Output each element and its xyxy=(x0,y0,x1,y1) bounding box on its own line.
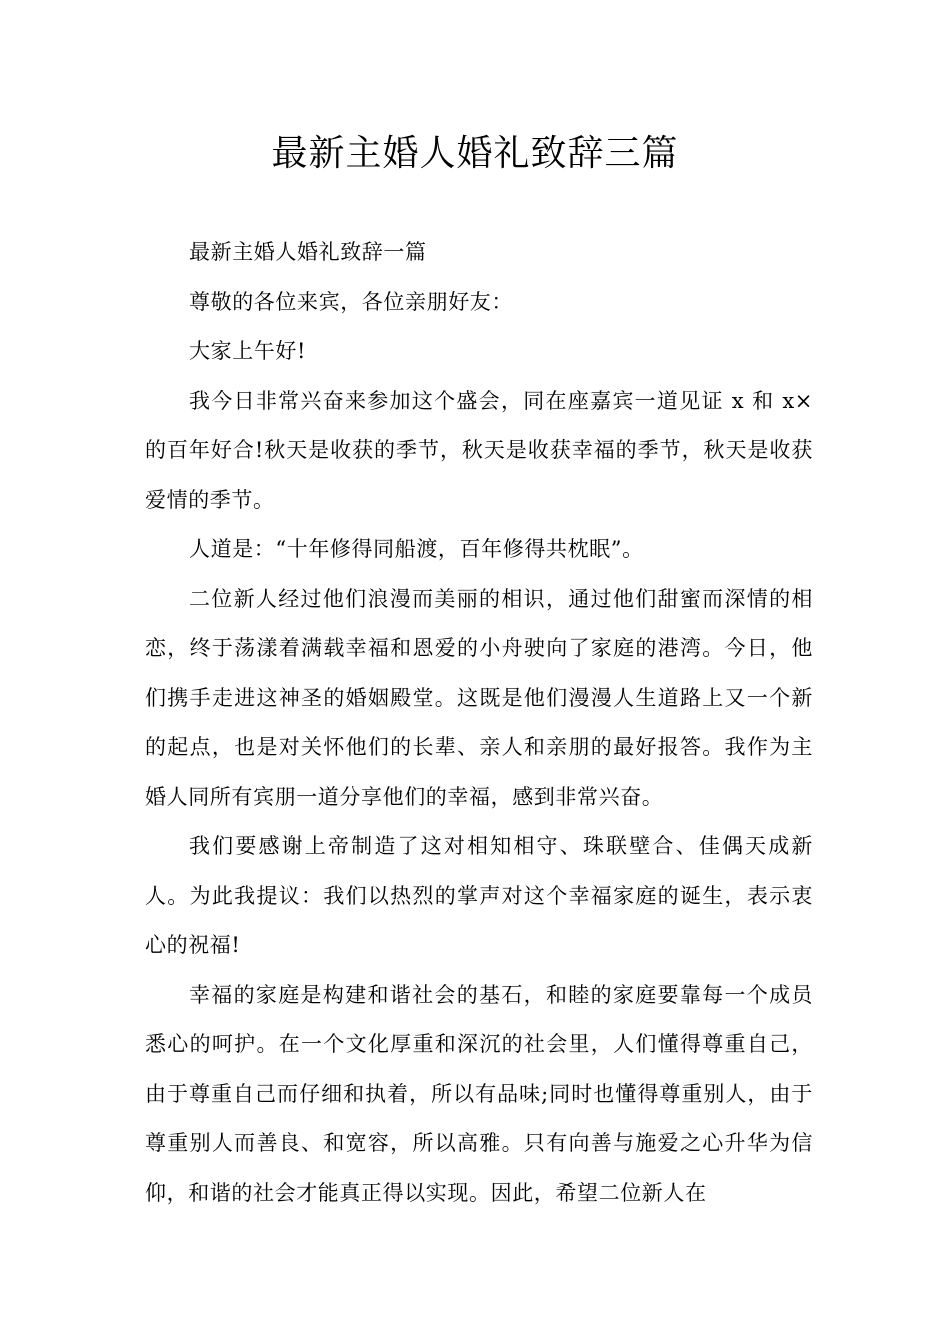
paragraph-subtitle: 最新主婚人婚礼致辞一篇 xyxy=(189,240,427,264)
document-title: 最新主婚人婚礼致辞三篇 xyxy=(271,133,679,174)
document-body xyxy=(145,228,813,1218)
paragraph: 二位新人经过他们浪漫而美丽的相识，通过他们甜蜜而深情的相恋，终于荡漾着满载幸福和恩爱的小舟驶向了家庭的港湾。今日，他们携手走进这神圣的婚姻殿堂。这既是他们漫漫人生道路上又一个新的起点，也是对关怀他们的长辈、亲人和亲朋的最好报答。我作为主婚人同所有宾朋一道分享他们的幸福，感到非常兴奋。 xyxy=(145,586,813,809)
paragraph: 我们要感谢上帝制造了这对相知相守、珠联壁合、佳偶天成新人。为此我提议：我们以热烈的掌声对这个幸福家庭的诞生，表示衷心的祝福! xyxy=(145,834,813,957)
paragraph: 我今日非常兴奋来参加这个盛会，同在座嘉宾一道见证 x 和 x×的百年好合!秋天是收获的季节，秋天是收获幸福的季节，秋天是收获爱情的季节。 xyxy=(145,388,813,512)
paragraph-salutation: 尊敬的各位来宾，各位亲朋好友： xyxy=(189,289,513,314)
paragraph: 幸福的家庭是构建和谐社会的基石，和睦的家庭要靠每一个成员悉心的呵护。在一个文化厚重和深沉的社会里，人们懂得尊重自己，由于尊重自己而仔细和执着，所以有品味;同时也懂得尊重别人，由于尊重别人而善良、和宽容，所以高雅。只有向善与施爱之心升华为信仰，和谐的社会才能真正得以实现。因此，希望二位新人在 xyxy=(145,982,813,1205)
paragraph-greeting: 大家上午好! xyxy=(189,339,307,363)
paragraph: 人道是：“十年修得同船渡，百年修得共枕眠”。 xyxy=(189,537,644,561)
